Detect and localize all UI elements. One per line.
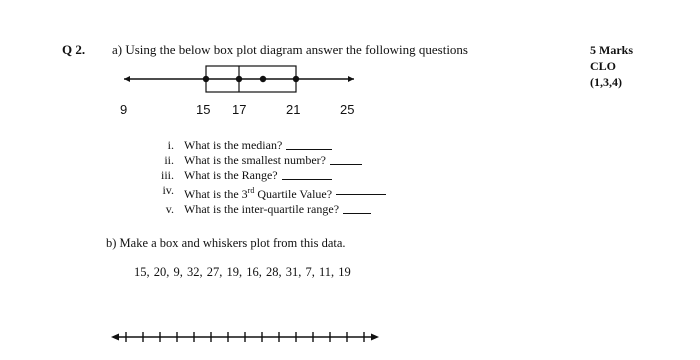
answer-blank[interactable] bbox=[286, 138, 332, 150]
question-item-text: What is the inter-quartile range? bbox=[184, 202, 340, 216]
question-list bbox=[130, 138, 386, 217]
box-plot-max-point bbox=[293, 76, 299, 82]
axis-label-15: 15 bbox=[196, 102, 211, 117]
question-item-number: i. bbox=[167, 138, 174, 152]
box-plot-left-arrow bbox=[124, 76, 130, 82]
answer-blank[interactable] bbox=[336, 183, 386, 195]
number-line-right-arrow bbox=[371, 334, 379, 341]
answer-blank[interactable] bbox=[343, 202, 371, 214]
question-item-number: ii. bbox=[164, 153, 174, 167]
clo-label: CLO bbox=[590, 59, 617, 73]
question-number: Q 2. bbox=[62, 42, 86, 57]
axis-label-9: 9 bbox=[120, 102, 128, 117]
question-item bbox=[130, 168, 386, 183]
clo-values: (1,3,4) bbox=[590, 75, 622, 89]
question-item bbox=[130, 138, 386, 153]
axis-label-21: 21 bbox=[286, 102, 301, 117]
question-item bbox=[130, 202, 386, 217]
box-plot-median-point bbox=[236, 76, 242, 82]
question-item-text: What is the smallest number? bbox=[184, 153, 326, 167]
answer-blank[interactable] bbox=[330, 153, 362, 165]
question-item-number: iii. bbox=[160, 168, 174, 182]
number-line-left-arrow bbox=[111, 334, 119, 341]
axis-label-17: 17 bbox=[232, 102, 247, 117]
part-b-data-list: 15, 20, 9, 32, 27, 19, 16, 28, 31, 7, 11, 19 bbox=[134, 265, 351, 279]
box-plot-q3-point bbox=[260, 76, 266, 82]
question-item-number: v. bbox=[165, 202, 174, 216]
marks-block bbox=[590, 42, 633, 90]
question-item-text: What is the median? bbox=[184, 138, 283, 152]
part-a-instruction: a) Using the below box plot diagram answer the following questions bbox=[112, 42, 468, 57]
question-item bbox=[130, 183, 386, 202]
number-line[interactable] bbox=[110, 326, 380, 348]
box-plot-right-arrow bbox=[348, 76, 354, 82]
ordinal-superscript: rd bbox=[247, 186, 255, 195]
marks-label: 5 Marks bbox=[590, 43, 633, 57]
box-plot-q1-point bbox=[203, 76, 209, 82]
axis-label-25: 25 bbox=[340, 102, 355, 117]
question-item-number: iv. bbox=[162, 183, 174, 197]
question-item bbox=[130, 153, 386, 168]
question-item-text: What is the 3rd Quartile Value? bbox=[184, 186, 333, 201]
answer-blank[interactable] bbox=[282, 168, 332, 180]
box-plot-diagram bbox=[110, 60, 370, 100]
question-item-text: What is the Range? bbox=[184, 168, 278, 182]
part-b-instruction: b) Make a box and whiskers plot from this data. bbox=[106, 236, 346, 250]
